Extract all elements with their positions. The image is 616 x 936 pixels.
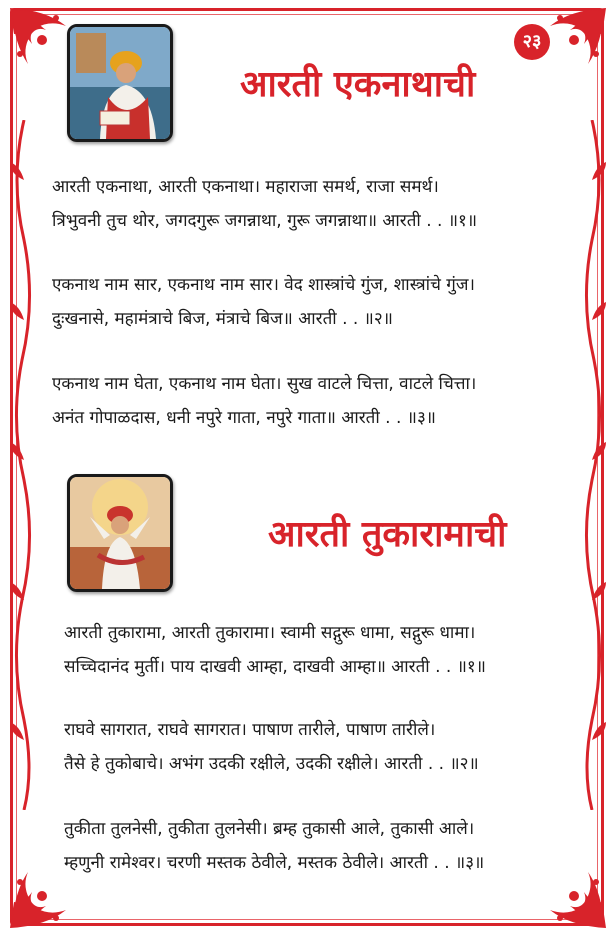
stanza-line: म्हणुनी रामेश्वर। चरणी मस्तक ठेवीले, मस्तक ठेवीले। आरती . . ॥३॥ [64,853,485,873]
stanza-2 [0,268,616,336]
stanza-3 [0,367,616,435]
stanza-1 [0,170,616,238]
page-number-badge: २३ [514,24,550,60]
stanza-line: तुकीता तुलनेसी, तुकीता तुलनेसी। ब्रम्ह तुकासी आले, तुकासी आले। [64,819,475,839]
page-inner-border [16,14,598,920]
stanza-line: सच्चिदानंद मुर्ती। पाय दाखवी आम्हा, दाखवी आम्हा॥ आरती . . ॥१॥ [64,657,486,677]
stanza-line: त्रिभुवनी तुच थोर, जगदगुरू जगन्नाथा, गुरू जगन्नाथा॥ आरती . . ॥१॥ [52,211,478,231]
section-title-tukaram: आरती तुकारामाची [268,513,507,555]
stanza-line: अनंत गोपाळदास, धनी नपुरे गाता, नपुरे गाता॥ आरती . . ॥३॥ [52,408,436,428]
stanza-3 [0,812,616,880]
stanza-line: तैसे हे तुकोबाचे। अभंग उदकी रक्षीले, उदकी रक्षीले। आरती . . ॥२॥ [64,754,479,774]
stanza-2 [0,713,616,781]
stanza-line: आरती तुकारामा, आरती तुकारामा। स्वामी सद्गुरू धामा, सद्गुरू धामा। [64,623,476,643]
stanza-1 [0,616,616,684]
saint-tukaram-portrait-icon [67,474,173,592]
saint-eknath-portrait-icon [67,24,173,142]
stanza-line: एकनाथ नाम सार, एकनाथ नाम सार। वेद शास्त्रांचे गुंज, शास्त्रांचे गुंज। [52,275,475,295]
stanza-line: दुःखनासे, महामंत्राचे बिज, मंत्राचे बिज॥ आरती . . ॥२॥ [52,309,393,329]
stanza-line: एकनाथ नाम घेता, एकनाथ नाम घेता। सुख वाटले चित्ता, वाटले चित्ता। [52,374,477,394]
section-title-eknath: आरती एकनाथाची [240,63,476,105]
stanza-line: आरती एकनाथा, आरती एकनाथा। महाराजा समर्थ, राजा समर्थ। [52,177,439,197]
stanza-line: राघवे सागरात, राघवे सागरात। पाषाण तारीले, पाषाण तारीले। [64,720,436,740]
